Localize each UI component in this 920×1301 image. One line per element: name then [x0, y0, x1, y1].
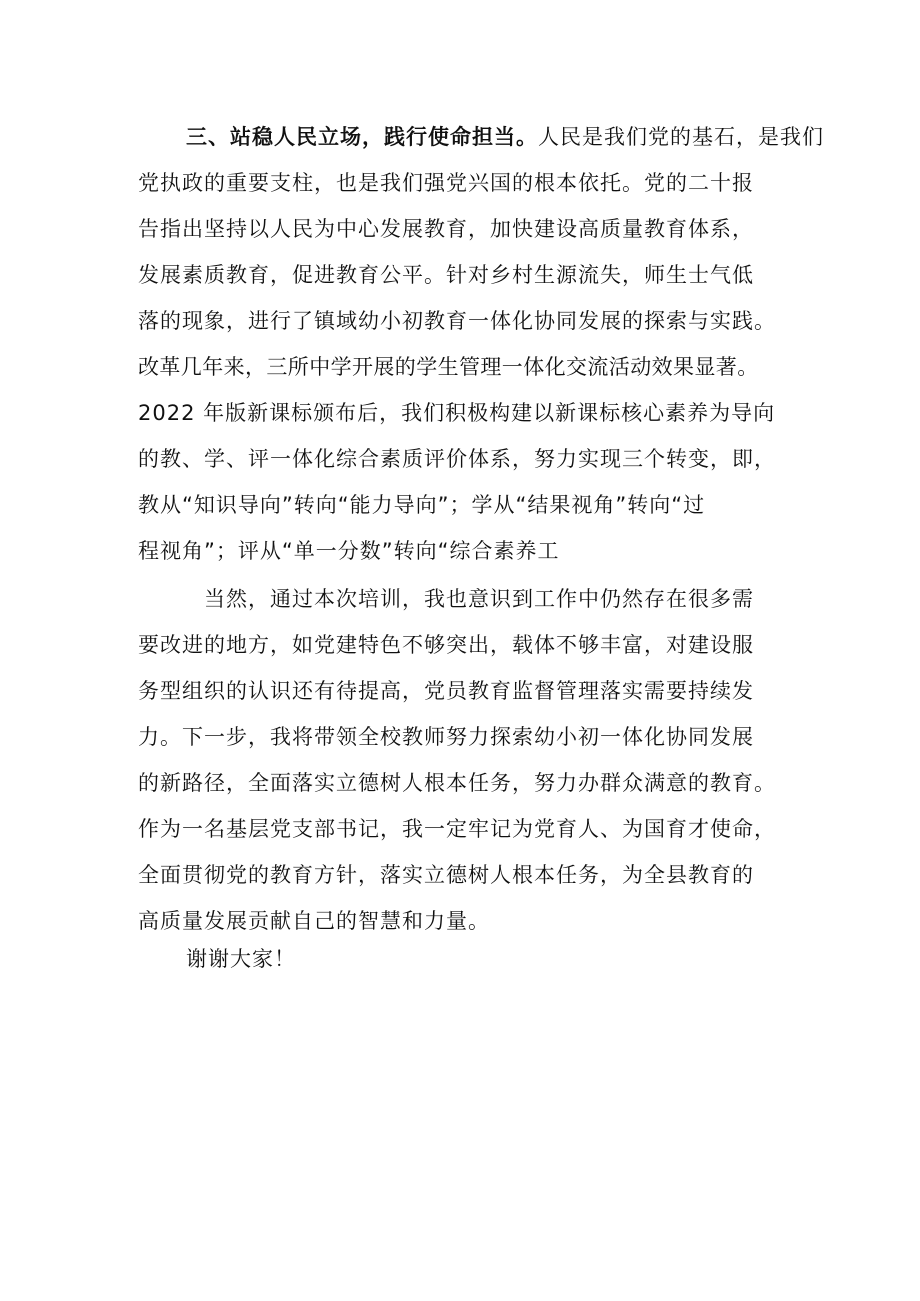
paragraph2-line-2: 要改进的地方，如党建特色不够突出，载体不够丰富，对建设服	[138, 633, 754, 657]
paragraph2-line-1: 当然，通过本次培训，我也意识到工作中仍然存在很多需	[204, 587, 754, 611]
paragraph1-line-10: 程视角”；评从“单一分数”转向“综合素养工	[138, 539, 560, 563]
paragraph2-line-5: 的新路径，全面落实立德树人根本任务，努力办群众满意的教育。	[138, 771, 776, 795]
paragraph2-line-8: 高质量发展贡献自己的智慧和力量。	[138, 909, 490, 933]
paragraph2-line-6: 作为一名基层党支部书记，我一定牢记为党育人、为国育才使命，	[138, 817, 776, 841]
paragraph2-line-3: 务型组织的认识还有待提高，党员教育监督管理落实需要持续发	[138, 679, 754, 703]
paragraph1-line-3: 告指出坚持以人民为中心发展教育，加快建设高质量教育体系，	[138, 217, 754, 241]
paragraph1-line-2: 党执政的重要支柱，也是我们强党兴国的根本依托。党的二十报	[138, 171, 754, 195]
paragraph1-line-8: 的教、学、评一体化综合素质评价体系，努力实现三个转变，即，	[138, 447, 776, 471]
paragraph1-line-9: 教从“知识导向”转向“能力导向”；学从“结果视角”转向“过	[138, 493, 706, 517]
paragraph2-line-4: 力。下一步，我将带领全校教师努力探索幼小初一体化协同发展	[138, 725, 754, 749]
paragraph1-line-5: 落的现象，进行了镇域幼小初教育一体化协同发展的探索与实践。	[138, 309, 776, 333]
paragraph1-line-6: 改革几年来，三所中学开展的学生管理一体化交流活动效果显著。	[138, 355, 759, 379]
paragraph1-line-1	[186, 120, 824, 154]
paragraph1-line-4: 发展素质教育，促进教育公平。针对乡村生源流失，师生士气低	[138, 263, 754, 287]
paragraph2-line-7: 全面贯彻党的教育方针，落实立德树人根本任务，为全县教育的	[138, 863, 754, 887]
closing-line: 谢谢大家！	[186, 947, 296, 971]
paragraph1-line-1-text: 人民是我们党的基石，是我们	[538, 125, 824, 149]
paragraph1-line-7: 2022 年版新课标颁布后，我们积极构建以新课标核心素养为导向	[138, 401, 776, 425]
paragraph1-heading: 三、站稳人民立场，践行使命担当。	[186, 125, 538, 149]
